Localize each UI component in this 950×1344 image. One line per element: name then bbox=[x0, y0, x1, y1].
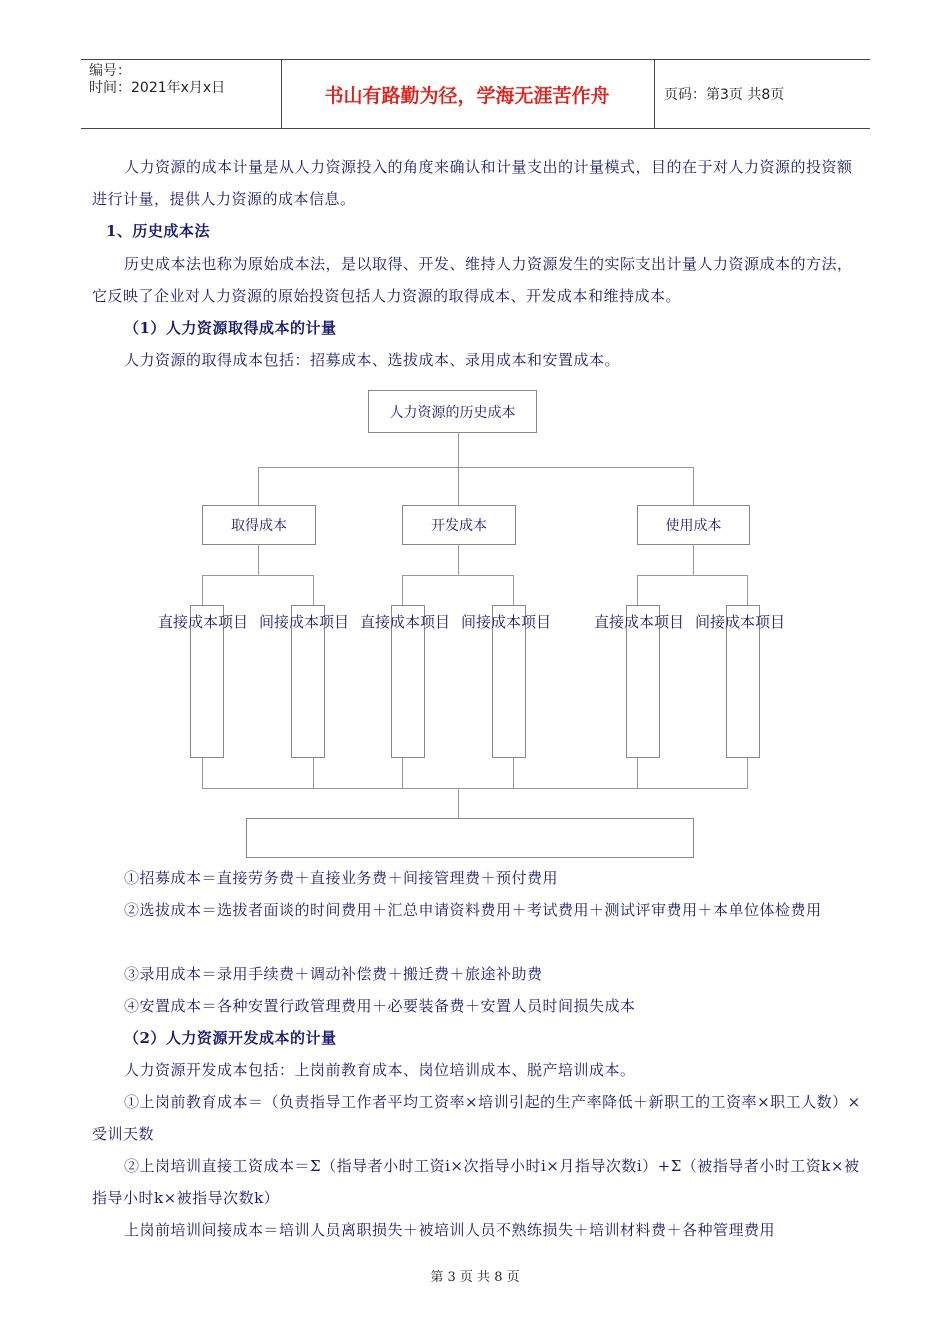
branch-usage-box: 使用成本 bbox=[637, 505, 750, 545]
connector bbox=[258, 467, 694, 468]
connector bbox=[637, 575, 748, 576]
subsection-heading: （1）人力资源取得成本的计量 bbox=[124, 319, 337, 337]
header-meta bbox=[89, 63, 225, 97]
connector bbox=[458, 432, 459, 467]
connector bbox=[202, 757, 203, 788]
formula-pre-job-education: ①上岗前教育成本＝（负责指导工作者平均工资率×培训引起的生产率降低＋新职工的工资率×职工人数）×受训天数 bbox=[92, 1093, 861, 1143]
connector bbox=[402, 575, 514, 576]
connector bbox=[637, 757, 638, 788]
formula-placement: ④安置成本＝各种安置行政管理费用＋必要装备费＋安置人员时间损失成本 bbox=[124, 997, 636, 1015]
formula-hiring: ③录用成本＝录用手续费＋调动补偿费＋搬迁费＋旅途补助费 bbox=[124, 965, 543, 983]
connector bbox=[402, 757, 403, 788]
header-page-info: 页码：第3页 共8页 bbox=[664, 87, 785, 103]
header-divider bbox=[654, 60, 655, 128]
intro-paragraph: 人力资源的成本计量是从人力资源投入的角度来确认和计量支出的计量模式，目的在于对人力资源的投资额进行计量，提供人力资源的成本信息。 bbox=[92, 158, 853, 208]
connector bbox=[313, 575, 314, 605]
connector bbox=[458, 788, 459, 818]
formula-recruitment: ①招募成本＝直接劳务费＋直接业务费＋间接管理费＋预付费用 bbox=[124, 869, 559, 887]
formula-direct-wage: ②上岗培训直接工资成本＝Σ（指导者小时工资i×次指导小时i×月指导次数i）+Σ（被指导者小时工资k×被指导小时k×被指导次数k） bbox=[92, 1157, 860, 1207]
connector bbox=[402, 575, 403, 605]
formula-indirect-cost: 上岗前培训间接成本＝培训人员离职损失＋被培训人员不熟练损失＋培训材料费＋各种管理费用 bbox=[124, 1221, 776, 1239]
branch-development-box: 开发成本 bbox=[402, 505, 516, 545]
formula-selection: ②选拔成本＝选拔者面谈的时间费用＋汇总申请资料费用＋考试费用＋测试评审费用＋本单位体检费用 bbox=[124, 901, 822, 919]
leaf-direct-label: 直接成本项目 bbox=[594, 613, 685, 631]
branch-acquisition-box: 取得成本 bbox=[202, 505, 316, 545]
connector bbox=[258, 544, 259, 575]
connector bbox=[202, 575, 314, 576]
connector bbox=[258, 467, 259, 505]
history-cost-paragraph: 历史成本法也称为原始成本法，是以取得、开发、维持人力资源发生的实际支出计量人力资源成本的方法，它反映了企业对人力资源的原始投资包括人力资源的取得成本、开发成本和维持成本。 bbox=[92, 255, 853, 305]
development-cost-paragraph: 人力资源开发成本包括：上岗前教育成本、岗位培训成本、脱产培训成本。 bbox=[124, 1061, 636, 1079]
connector bbox=[202, 788, 748, 789]
diagram-bottom-box bbox=[246, 818, 694, 858]
leaf-indirect-label: 间接成本项目 bbox=[461, 613, 552, 631]
leaf-direct-label: 直接成本项目 bbox=[360, 613, 451, 631]
header-motto: 书山有路勤为径，学海无涯苦作舟 bbox=[324, 84, 610, 107]
connector bbox=[513, 575, 514, 605]
time-label: 时间：2021年x月x日 bbox=[89, 80, 226, 96]
connector bbox=[693, 544, 694, 575]
connector bbox=[458, 467, 459, 505]
connector bbox=[747, 575, 748, 605]
connector bbox=[458, 544, 459, 575]
connector bbox=[202, 575, 203, 605]
acquisition-cost-paragraph: 人力资源的取得成本包括：招募成本、选拔成本、录用成本和安置成本。 bbox=[124, 351, 621, 369]
leaf-indirect-label: 间接成本项目 bbox=[695, 613, 786, 631]
connector bbox=[513, 757, 514, 788]
document-header bbox=[81, 59, 870, 129]
connector bbox=[747, 757, 748, 788]
leaf-indirect-label: 间接成本项目 bbox=[259, 613, 350, 631]
number-label: 编号： bbox=[89, 63, 131, 79]
diagram-root-box: 人力资源的历史成本 bbox=[368, 390, 537, 433]
section-heading: 1、历史成本法 bbox=[106, 222, 210, 240]
connector bbox=[637, 575, 638, 605]
connector bbox=[313, 757, 314, 788]
leaf-direct-label: 直接成本项目 bbox=[158, 613, 249, 631]
subsection-heading: （2）人力资源开发成本的计量 bbox=[124, 1029, 337, 1047]
connector bbox=[693, 467, 694, 505]
page-footer: 第 3 页 共 8 页 bbox=[430, 1270, 520, 1285]
